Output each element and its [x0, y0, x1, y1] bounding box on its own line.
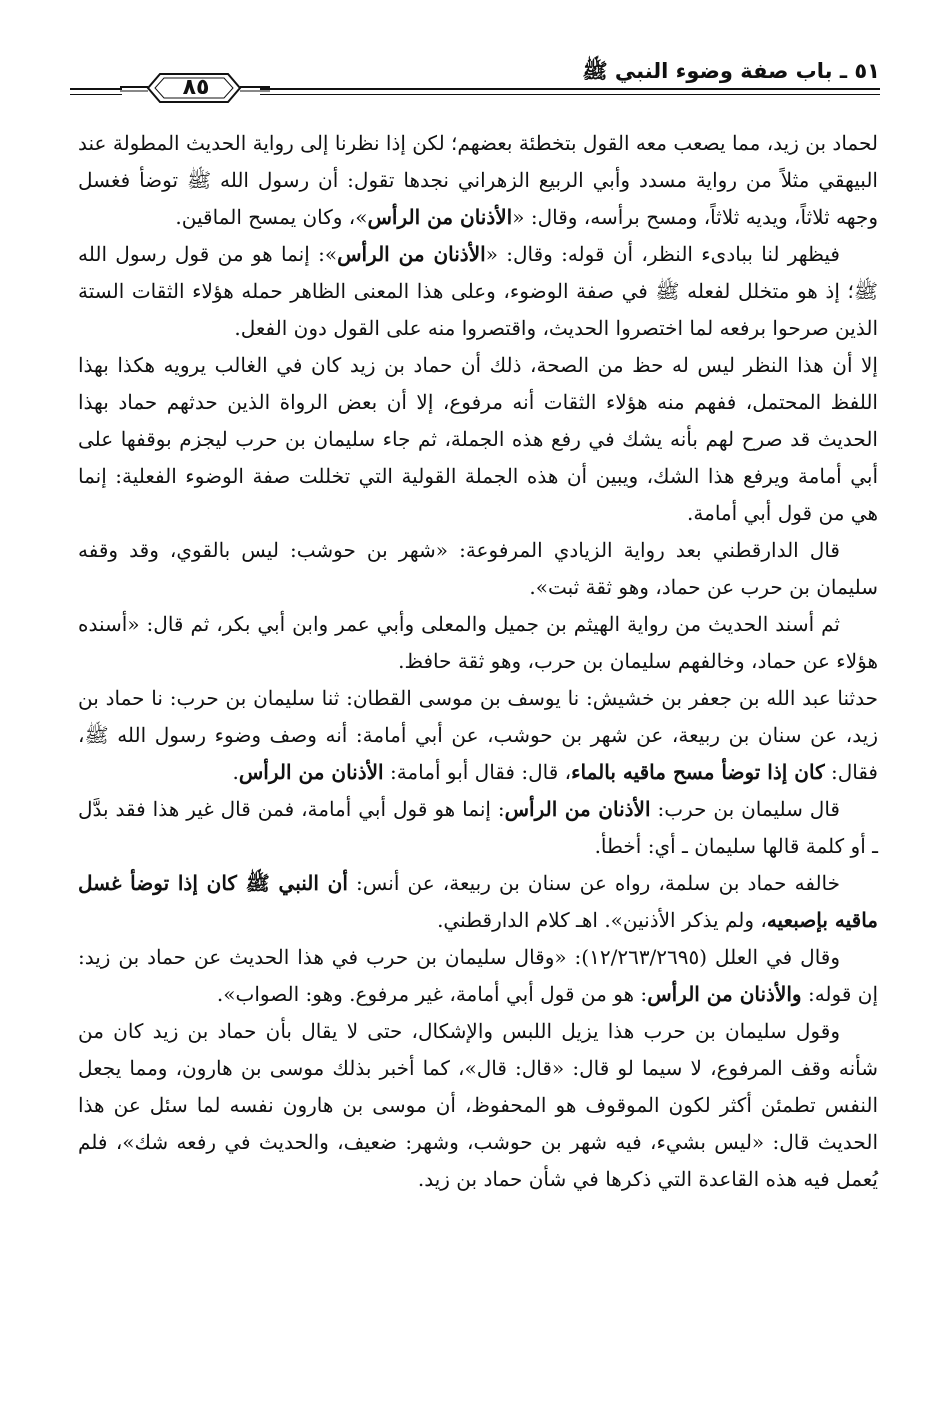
bold-text: الأذنان من الرأس	[337, 242, 486, 266]
text-run: إلا أن هذا النظر ليس له حظ من الصحة، ذلك أن حماد بن زيد كان في الغالب يرويه هكذا بهذا اللفظ المحتمل، ففهم منه هؤلاء الثقات أنه مرفوع، إلا أن بعض الرواة الذين حدثهم حماد بهذا الحديث قد صرح لهم بأنه يشك في رفع هذه الجملة، ثم جاء سليمان بن حرب ليجزم بوقفها على أبي أمامة ويرفع هذا الشك، ويبين أن هذه الجملة القولية التي تخللت صفة الوضوء الفعلية: إنما هي من قول أبي أمامة.	[78, 353, 878, 525]
text-run: : إنما هو قول أبي أمامة، فمن قال غير هذا فقد بدَّل ـ أو كلمة قالها سليمان ـ أي: أخطأ.	[78, 797, 878, 858]
paragraph	[78, 532, 878, 606]
paragraph	[78, 236, 878, 347]
chapter-title: ٥١ ـ باب صفة وضوء النبي ﷺ	[582, 59, 880, 83]
text-run: : هو من قول أبي أمامة، غير مرفوع. وهو: الصواب».	[216, 982, 648, 1006]
text-run: قال سليمان بن حرب:	[650, 797, 840, 821]
text-run: وقال في العلل (١٢/٢٦٣/٢٦٩٥): «وقال سليمان بن حرب في هذا الحديث عن حماد بن زيد: إن قوله:	[78, 945, 878, 1006]
paragraph	[78, 791, 878, 865]
paragraph	[78, 680, 878, 791]
bold-text: أن النبي ﷺ كان إذا توضأ غسل ماقيه بإصبعيه	[78, 871, 878, 932]
text-run: لحماد بن زيد، مما يصعب معه القول بتخطئة بعضهم؛ لكن إذا نظرنا إلى رواية الحديث المطولة عند البيهقي مثلاً من رواية مسدد وأبي الربيع الزهراني نجدها تقول: أن رسول الله ﷺ توضأ فغسل وجهه ثلاثاً، ويديه ثلاثاً، ومسح برأسه، وقال: «	[78, 131, 878, 229]
paragraph	[78, 606, 878, 680]
text-run: ، ولم يذكر الأذنين». اهـ كلام الدارقطني.	[437, 908, 767, 932]
header-rule-left	[70, 88, 122, 95]
text-run: فيظهر لنا ببادىء النظر، أن قوله: وقال: «	[485, 242, 840, 266]
page-body	[78, 125, 878, 1198]
text-run: وقول سليمان بن حرب هذا يزيل اللبس والإشكال، حتى لا يقال بأن حماد بن زيد كان من شأنه وقف المرفوع، لا سيما لو قال: «قال: قال»، كما أخبر بذلك موسى بن هارون، ومما يجعل النفس تطمئن أكثر لكون الموقوف هو المحفوظ، أن موسى بن هارون نفسه لما سئل عن هذا الحديث قال: «ليس بشيء، فيه شهر بن حوشب، وشهر: ضعيف، والحديث في رفعه شك»، فلم يُعمل فيه هذه القاعدة التي ذكرها في شأن حماد بن زيد.	[78, 1019, 878, 1191]
page-number-badge	[120, 70, 270, 106]
bold-text: الأذنان من الرأس	[238, 760, 384, 784]
bold-text: كان إذا توضأ مسح ماقيه بالماء	[571, 760, 825, 784]
text-run: ثم أسند الحديث من رواية الهيثم بن جميل والمعلى وأبي عمر وابن أبي بكر، ثم قال: «أسنده هؤلاء عن حماد، وخالفهم سليمان بن حرب، وهو ثقة حافظ.	[78, 612, 878, 673]
text-run: قال الدارقطني بعد رواية الزيادي المرفوعة: «شهر بن حوشب: ليس بالقوي، وقد وقفه سليمان بن حرب عن حماد، وهو ثقة ثبت».	[78, 538, 878, 599]
text-run: »، وكان يمسح الماقين.	[175, 205, 368, 229]
paragraph	[78, 1013, 878, 1198]
page-header	[70, 52, 880, 104]
paragraph	[78, 347, 878, 532]
text-run: ، قال: فقال أبو أمامة:	[383, 760, 572, 784]
page-number: ٨٥	[182, 75, 210, 100]
text-run: حدثنا عبد الله بن جعفر بن خشيش: نا يوسف بن موسى القطان: ثنا سليمان بن حرب: نا حماد بن زيد، عن سنان بن ربيعة، عن شهر بن حوشب، عن أبي أمامة: أنه وصف وضوء رسول الله ﷺ، فقال:	[78, 686, 878, 784]
bold-text: الأذنان من الرأس	[367, 205, 513, 229]
paragraph	[78, 939, 878, 1013]
paragraph	[78, 125, 878, 236]
bold-text: الأذنان من الرأس	[504, 797, 651, 821]
header-rule	[260, 88, 880, 95]
bold-text: والأذنان من الرأس	[647, 982, 802, 1006]
text-run: خالفه حماد بن سلمة، رواه عن سنان بن ربيعة، عن أنس:	[347, 871, 840, 895]
text-run: .	[232, 760, 239, 784]
text-run: »: إنما هو من قول رسول الله ﷺ؛ إذ هو متخلل لفعله ﷺ في صفة الوضوء، وعلى هذا المعنى الظاهر حمله هؤلاء الثقات الستة الذين صرحوا برفعه لما اختصروا الحديث، واقتصروا منه على القول دون الفعل.	[78, 242, 878, 340]
paragraph	[78, 865, 878, 939]
